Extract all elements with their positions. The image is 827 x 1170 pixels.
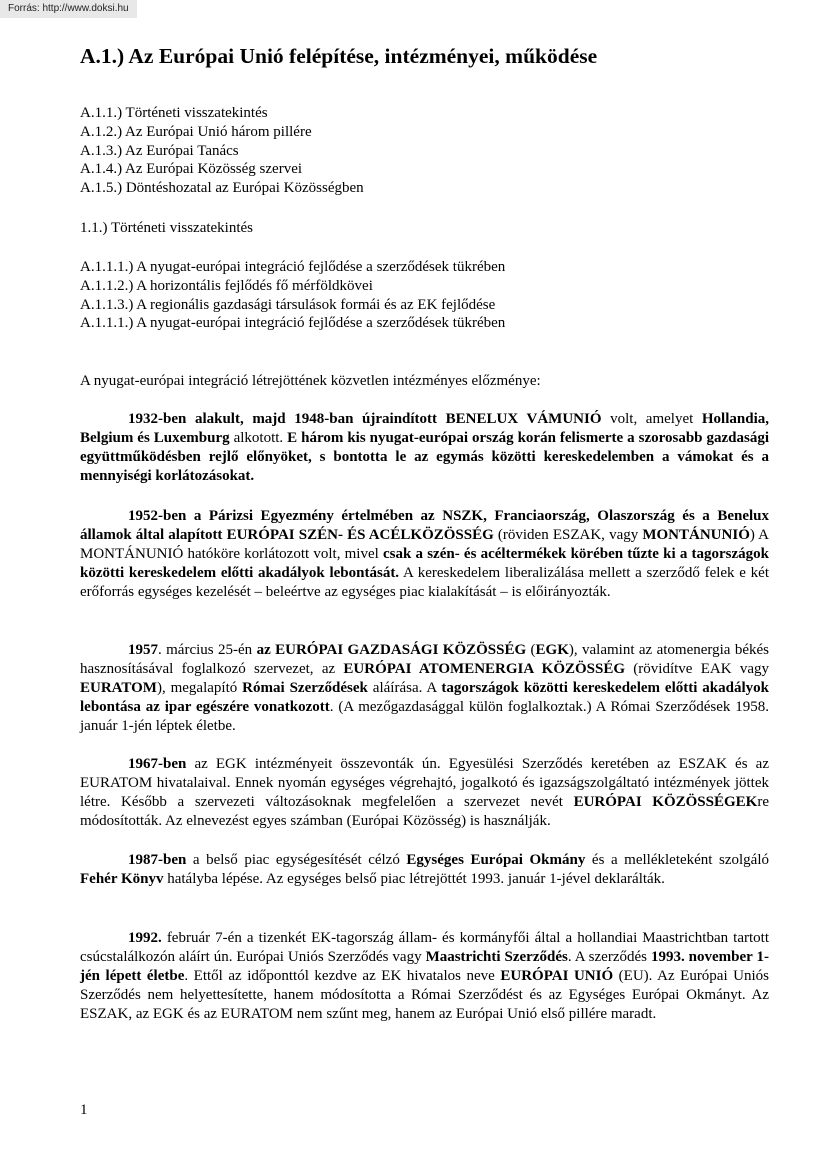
text: aláírása. A bbox=[367, 680, 442, 696]
paragraph-1957 bbox=[80, 641, 769, 736]
text: re módosították. Az elnevezést egyes számban (Európai Közösség) is használják. bbox=[80, 794, 769, 829]
text: . Ettől az időponttól kezdve az EK hivatalos neve bbox=[184, 968, 501, 984]
text: február 7-én a tizenkét EK-tagország állam- és kormányfői által a hollandiai Maastrichtban tartott csúcstalálkozón aláírt ún. Európai Uniós Szerződés vagy bbox=[80, 930, 769, 965]
bold-text: Hollandia, Belgium és Luxemburg bbox=[80, 411, 769, 446]
bold-text: Fehér Könyv bbox=[80, 871, 164, 887]
bold-text: MONTÁNUNIÓ bbox=[642, 527, 750, 543]
toc-item: A.1.5.) Döntéshozatal az Európai Közösségben bbox=[80, 180, 364, 197]
paragraph-1992 bbox=[80, 929, 769, 1024]
subtoc-item: A.1.1.1.) A nyugat-európai integráció fejlődése a szerződések tükrében bbox=[80, 315, 506, 332]
text: ) A MONTÁNUNIÓ hatóköre korlátozott volt, mivel bbox=[80, 527, 769, 562]
bold-text: EURÓPAI ATOMENERGIA KÖZÖSSÉG bbox=[343, 661, 626, 677]
bold-text: EURATOM bbox=[80, 680, 157, 696]
bold-text: E három kis nyugat-európai ország korán felismerte a szorosabb gazdasági együttműködésben rejlő előnyöket, s bontotta le az egymás közötti kereskedelemben a vámokat és a mennyiségi korlátozásokat. bbox=[80, 430, 769, 484]
text: . március 25-én bbox=[158, 642, 257, 658]
bold-text: 1967-ben bbox=[128, 756, 187, 772]
page-number: 1 bbox=[80, 1102, 88, 1118]
bold-text: 1952-ben a Párizsi Egyezmény értelmében az NSZK, Franciaország, Olaszország és a Benelux államok által alapított EURÓPAI SZÉN- ÉS ACÉLKÖZÖSSÉG bbox=[80, 508, 769, 543]
bold-text: tagországok közötti kereskedelem előtti akadályok lebontása az ipar egészére vonatkozott bbox=[80, 680, 770, 715]
bold-text: EURÓPAI UNIÓ bbox=[500, 968, 614, 984]
paragraph-1952 bbox=[80, 507, 769, 602]
text: alkotott. bbox=[229, 430, 288, 446]
bold-text: 1987-ben bbox=[128, 852, 187, 868]
section-heading: 1.1.) Történeti visszatekintés bbox=[80, 220, 254, 236]
text: a belső piac egységesítését célzó bbox=[186, 852, 407, 868]
text: ), megalapító bbox=[156, 680, 243, 696]
bold-text: az EURÓPAI GAZDASÁGI KÖZÖSSÉG bbox=[256, 642, 527, 658]
toc-item: A.1.1.) Történeti visszatekintés bbox=[80, 105, 268, 121]
bold-text: Egységes Európai Okmány bbox=[406, 852, 586, 868]
bold-text: EURÓPAI KÖZÖSSÉGEK bbox=[573, 794, 758, 810]
text: . (A mezőgazdasággal külön foglalkoztak.) A Római Szerződések 1958. január 1-jén léptek életbe. bbox=[80, 699, 769, 734]
paragraph-1932 bbox=[80, 410, 769, 486]
bold-text: 1957 bbox=[128, 642, 158, 658]
sub-table-of-contents bbox=[80, 258, 769, 333]
bold-text: 1932-ben alakult, majd 1948-ban újraindított BENELUX VÁMUNIÓ bbox=[128, 411, 602, 427]
paragraph-1967 bbox=[80, 755, 769, 831]
text: volt, amelyet bbox=[601, 411, 702, 427]
source-label: Forrás: http://www.doksi.hu bbox=[0, 0, 137, 18]
text: (EU). Az Európai Uniós Szerződés nem helyettesítette, hanem módosította a Római Szerződést és az Egységes Európai Okmányt. Az ESZAK, az EGK és az EURATOM nem szűnt meg, hanem az Európai Unió első pillére maradt. bbox=[80, 968, 770, 1022]
bold-text: EGK bbox=[535, 642, 569, 658]
bold-text: 1992. bbox=[128, 930, 162, 946]
toc-item: A.1.4.) Az Európai Közösség szervei bbox=[80, 161, 303, 178]
text: ( bbox=[526, 642, 536, 658]
toc-item: A.1.3.) Az Európai Tanács bbox=[80, 142, 239, 159]
bold-text: Maastrichti Szerződés bbox=[425, 949, 568, 965]
text: (rövidítve EAK vagy bbox=[625, 661, 769, 677]
subtoc-item: A.1.1.3.) A regionális gazdasági társulások formái és az EK fejlődése bbox=[80, 296, 496, 313]
text: az EGK intézményeit összevonták ún. Egyesülési Szerződés keretében az ESZAK és az EURATOM hivatalaival. Ennek nyomán egységes végrehajtó, jogalkotó és igazságszolgáltató intézmények jöttek létre. Később a szervezeti változásoknak megfelelően a szervezet nevét bbox=[80, 756, 769, 810]
text: . A szerződés bbox=[567, 949, 651, 965]
text: és a mellékleteként szolgáló bbox=[585, 852, 770, 868]
intro-text: A nyugat-európai integráció létrejöttének közvetlen intézményes előzménye: bbox=[80, 373, 541, 389]
bold-text: 1993. november 1-jén lépett életbe bbox=[80, 949, 770, 984]
subtoc-item: A.1.1.1.) A nyugat-európai integráció fejlődése a szerződések tükrében bbox=[80, 259, 506, 275]
text: (röviden ESZAK, vagy bbox=[493, 527, 643, 543]
text: ), valamint az atomenergia békés hasznosításával foglalkozó szervezet, az bbox=[80, 642, 769, 677]
table-of-contents bbox=[80, 104, 769, 198]
text: hatályba lépése. Az egységes belső piac létrejöttét 1993. január 1-jével deklarálták. bbox=[163, 871, 665, 887]
subtoc-item: A.1.1.2.) A horizontális fejlődés fő mérföldkövei bbox=[80, 277, 373, 294]
page-title: A.1.) Az Európai Unió felépítése, intézményei, működése bbox=[80, 44, 598, 68]
bold-text: Római Szerződések bbox=[242, 680, 368, 696]
paragraph-1987 bbox=[80, 851, 769, 889]
bold-text: csak a szén- és acéltermékek körében tűzte ki a tagországok közötti kereskedelem előtti akadályok lebontását. bbox=[80, 546, 769, 581]
text: A kereskedelem liberalizálása mellett a szerződő felek e két erőforrás egységes kezelését – beleértve az egységes piac kialakítását – is előirányozták. bbox=[80, 565, 769, 600]
toc-item: A.1.2.) Az Európai Unió három pillére bbox=[80, 123, 312, 140]
